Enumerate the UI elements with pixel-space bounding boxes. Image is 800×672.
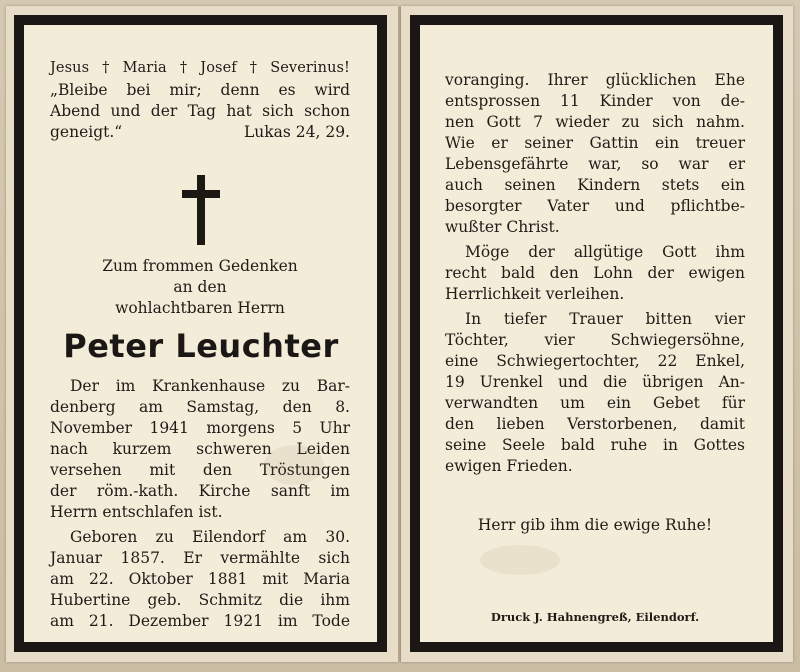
text-line: Lebensgefährte war, so war er <box>445 155 745 173</box>
memorial-line: an den <box>173 278 227 296</box>
text-line: verwandten um ein Gebet für <box>445 394 745 412</box>
text-line: November 1941 morgens 5 Uhr <box>50 419 350 437</box>
text-line: am 21. Dezember 1921 im Tode <box>50 612 350 630</box>
text-line: voranging. Ihrer glücklichen Ehe <box>445 71 745 89</box>
small-cross-icon: † <box>90 60 122 76</box>
text-line: nach kurzem schweren Leiden <box>50 440 350 458</box>
text-line: den lieben Verstorbenen, damit <box>445 415 745 433</box>
text-line: Möge der allgütige Gott ihm <box>465 243 745 261</box>
text-line: In tiefer Trauer bitten vier <box>465 310 745 328</box>
cross-icon <box>182 175 220 245</box>
text-line: Geboren zu Eilendorf am 30. <box>70 528 350 546</box>
text-line: eine Schwiegertochter, 22 Enkel, <box>445 352 745 370</box>
name-josef: Josef <box>200 60 237 76</box>
memorial-line: wohlachtbaren Herrn <box>115 299 285 317</box>
right-page <box>401 6 793 662</box>
text-line: recht bald den Lohn der ewigen <box>445 264 745 282</box>
biography-left <box>50 376 350 632</box>
text-line: Hubertine geb. Schmitz die ihm <box>50 591 350 609</box>
paper-stain <box>480 545 560 575</box>
text-line: Wie er seiner Gattin ein treuer <box>445 134 745 152</box>
text-line: seine Seele bald ruhe in Gottes <box>445 436 745 454</box>
small-cross-icon: † <box>167 60 200 76</box>
memorial-heading <box>50 256 350 319</box>
text-line: besorgter Vater und pflichtbe- <box>445 197 745 215</box>
small-cross-icon: † <box>237 60 270 76</box>
text-line: Töchter, vier Schwiegersöhne, <box>445 331 745 349</box>
text-line: Herrlichkeit verleihen. <box>445 285 625 303</box>
text-line: entsprossen 11 Kinder von de- <box>445 92 745 110</box>
paper-stain <box>264 445 324 485</box>
verse-reference: Lukas 24, 29. <box>243 123 350 141</box>
text-line: Januar 1857. Er vermählte sich <box>50 549 350 567</box>
text-line: wußter Christ. <box>445 218 560 236</box>
bible-verse <box>50 80 350 143</box>
text-line: nen Gott 7 wieder zu sich nahm. <box>445 113 745 131</box>
holy-names-line <box>50 58 350 79</box>
text-line: der röm.-kath. Kirche sanft im <box>50 482 350 500</box>
left-page-panel <box>24 25 377 642</box>
text-line: auch seinen Kindern stets ein <box>445 176 745 194</box>
deceased-name: Peter Leuchter <box>63 327 339 365</box>
verse-line: „Bleibe bei mir; denn es wird <box>50 81 350 99</box>
text-line: am 22. Oktober 1881 mit Maria <box>50 570 350 588</box>
memorial-line: Zum frommen Gedenken <box>102 257 298 275</box>
text-line: ewigen Frieden. <box>445 457 573 475</box>
verse-line: geneigt.“ <box>50 123 123 141</box>
closing-prayer: Herr gib ihm die ewige Ruhe! <box>477 516 713 534</box>
biography-right <box>445 70 745 477</box>
text-line: denberg am Samstag, den 8. <box>50 398 350 416</box>
text-line: Herrn entschlafen ist. <box>50 503 223 521</box>
name-severinus: Severinus! <box>270 60 350 76</box>
verse-line: Abend und der Tag hat sich schon <box>50 102 350 120</box>
name-maria: Maria <box>122 60 167 76</box>
name-jesus: Jesus <box>50 60 90 76</box>
right-page-panel <box>420 25 773 642</box>
text-line: 19 Urenkel und die übrigen An- <box>445 373 745 391</box>
left-page <box>6 6 398 662</box>
printer-credit: Druck J. Hahnengreß, Eilendorf. <box>490 610 700 624</box>
text-line: Der im Krankenhause zu Bar- <box>70 377 350 395</box>
text-line: versehen mit den Tröstungen <box>50 461 350 479</box>
